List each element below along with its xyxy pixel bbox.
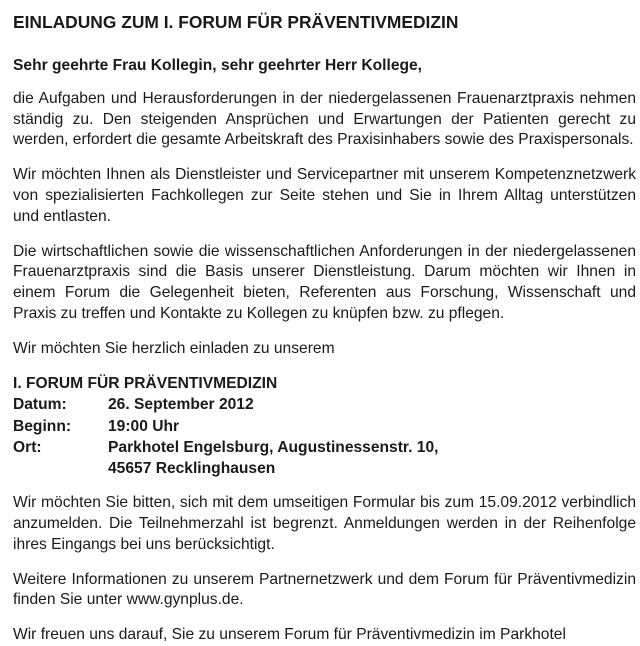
paragraph-service: Wir möchten Ihnen als Dienstleister und Servicepartner mit unserem Kompetenznetzwerk von spezialisierten Fachkollegen zur Seite stehen und Sie in Ihrem Alltag unterstützen und entlasten. <box>13 166 636 225</box>
event-start-row <box>13 416 636 437</box>
event-title: I. FORUM FÜR PRÄVENTIVMEDIZIN <box>13 374 278 392</box>
paragraph-more-info: Weitere Informationen zu unserem Partnernetzwerk und dem Forum für Präventivmedizin finden Sie unter www.gynplus.de. <box>13 570 636 609</box>
salutation: Sehr geehrte Frau Kollegin, sehr geehrter Herr Kollege, <box>13 57 423 74</box>
event-place-label: Ort: <box>13 438 42 456</box>
invitation-letter <box>13 0 636 646</box>
paragraph-closing: Wir freuen uns darauf, Sie zu unserem Forum für Präventivmedizin im Parkhotel <box>13 626 566 644</box>
event-place-row <box>13 437 636 479</box>
paragraph-intro: die Aufgaben und Herausforderungen in der niedergelassenen Frauenarztpraxis nehmen ständig zu. Den steigenden Ansprüchen und Erwartungen der Patienten gerecht zu werden, erfordert die gesamte Arbeitskraft des Praxisinhabers sowie des Praxispersonals. <box>13 89 636 149</box>
event-start-value: 19:00 Uhr <box>108 417 180 435</box>
event-date-label: Datum: <box>13 396 67 414</box>
page-title: EINLADUNG ZUM I. FORUM FÜR PRÄVENTIVMEDIZIN <box>13 12 459 32</box>
event-place-value <box>108 437 636 479</box>
event-details <box>13 374 636 480</box>
paragraph-invite: Wir möchten Sie herzlich einladen zu unserem <box>13 339 335 357</box>
paragraph-registration: Wir möchten Sie bitten, sich mit dem umseitigen Formular bis zum 15.09.2012 verbindlich anzumelden. Die Teilnehmerzahl ist begrenzt. Anmeldungen werden in der Reihenfolge ihres Eingangs bei uns berücksichtigt. <box>13 494 636 553</box>
event-date-row <box>13 394 636 415</box>
event-date-value: 26. September 2012 <box>108 396 254 414</box>
event-start-label: Beginn: <box>13 417 72 435</box>
event-place-line1: Parkhotel Engelsburg, Augustinessenstr. 10, <box>108 438 439 456</box>
event-place-line2: 45657 Recklinghausen <box>108 459 276 477</box>
paragraph-requirements: Die wirtschaftlichen sowie die wissenschaftlichen Anforderungen in der niedergelassenen Frauenarztpraxis sind die Basis unserer Dienstleistung. Darum möchten wir Ihnen in einem Forum die Gelegenheit bieten, Referenten aus Forschung, Wissenschaft und Praxis zu treffen und Kontakte zu Kollegen zu knüpfen bzw. zu pflegen. <box>13 242 636 322</box>
